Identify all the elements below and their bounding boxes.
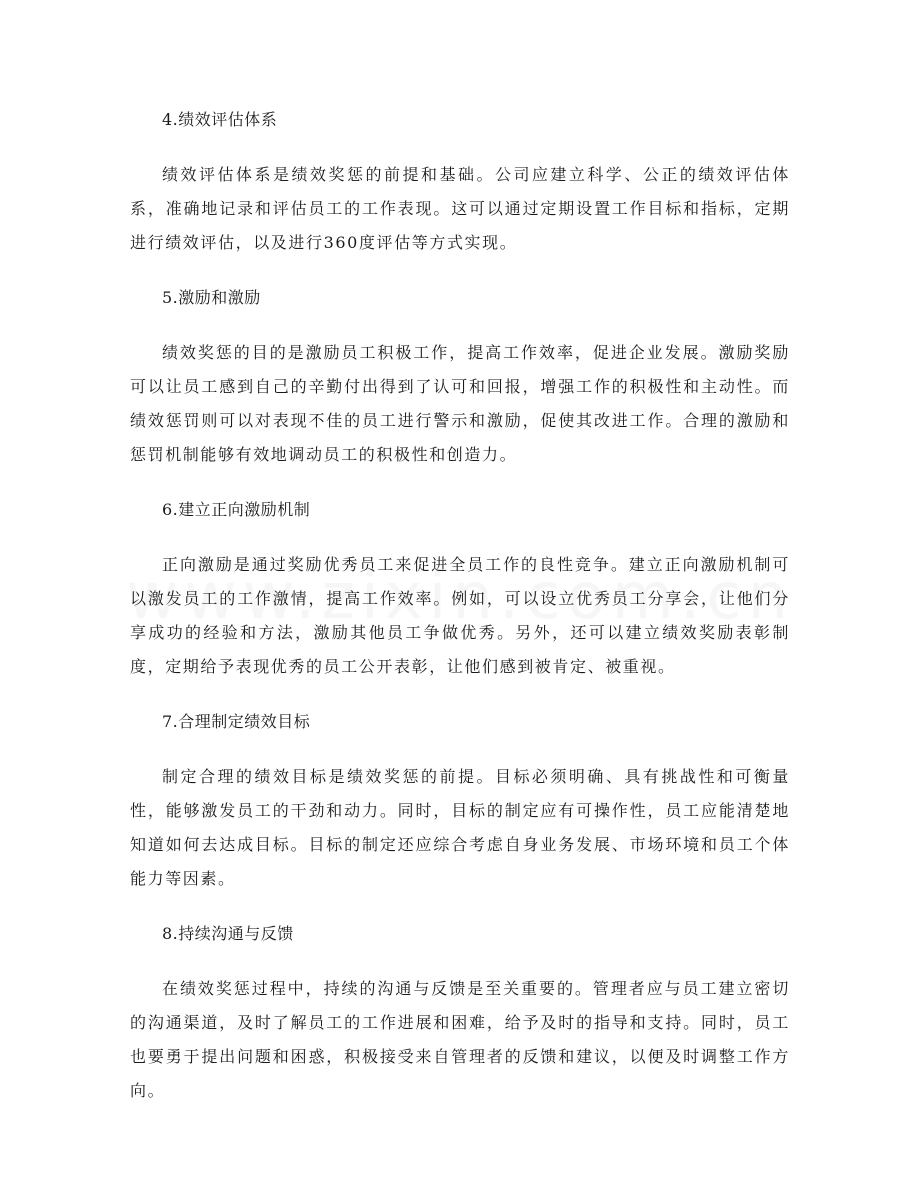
section-6-paragraph: 正向激励是通过奖励优秀员工来促进全员工作的良性竞争。建立正向激励机制可以激发员工的工作激情，提高工作效率。例如，可以设立优秀员工分享会，让他们分享成功的经验和方法，激励其他员工争做优秀。另外，还可以建立绩效奖励表彰制度，定期给予表现优秀的员工公开表彰，让他们感到被肯定、被重视。: [130, 555, 790, 676]
section-7-heading: 7.合理制定绩效目标: [162, 712, 311, 731]
document-body: [130, 102, 790, 1128]
section-5-paragraph: 绩效奖惩的目的是激励员工积极工作，提高工作效率，促进企业发展。激励奖励可以让员工感到自己的辛勤付出得到了认可和回报，增强工作的积极性和主动性。而绩效惩罚则可以对表现不佳的员工进行警示和激励，促使其改进工作。合理的激励和惩罚机制能够有效地调动员工的积极性和创造力。: [130, 343, 790, 464]
section-8-paragraph: 在绩效奖惩过程中，持续的沟通与反馈是至关重要的。管理者应与员工建立密切的沟通渠道，及时了解员工的工作进展和困难，给予及时的指导和支持。同时，员工也要勇于提出问题和困惑，积极接受来自管理者的反馈和建议，以便及时调整工作方向。: [130, 979, 790, 1100]
section-5-heading: 5.激励和激励: [162, 288, 261, 307]
section-4-heading: 4.绩效评估体系: [162, 110, 278, 129]
section-7-paragraph: 制定合理的绩效目标是绩效奖惩的前提。目标必须明确、具有挑战性和可衡量性，能够激发员工的干劲和动力。同时，目标的制定应有可操作性，员工应能清楚地知道如何去达成目标。目标的制定还应综合考虑自身业务发展、市场环境和员工个体能力等因素。: [130, 767, 790, 888]
section-4-paragraph: 绩效评估体系是绩效奖惩的前提和基础。公司应建立科学、公正的绩效评估体系，准确地记录和评估员工的工作表现。这可以通过定期设置工作目标和指标，定期进行绩效评估，以及进行360度评估等方式实现。: [130, 165, 790, 252]
section-8-heading: 8.持续沟通与反馈: [162, 924, 294, 943]
section-6-heading: 6.建立正向激励机制: [162, 500, 311, 519]
